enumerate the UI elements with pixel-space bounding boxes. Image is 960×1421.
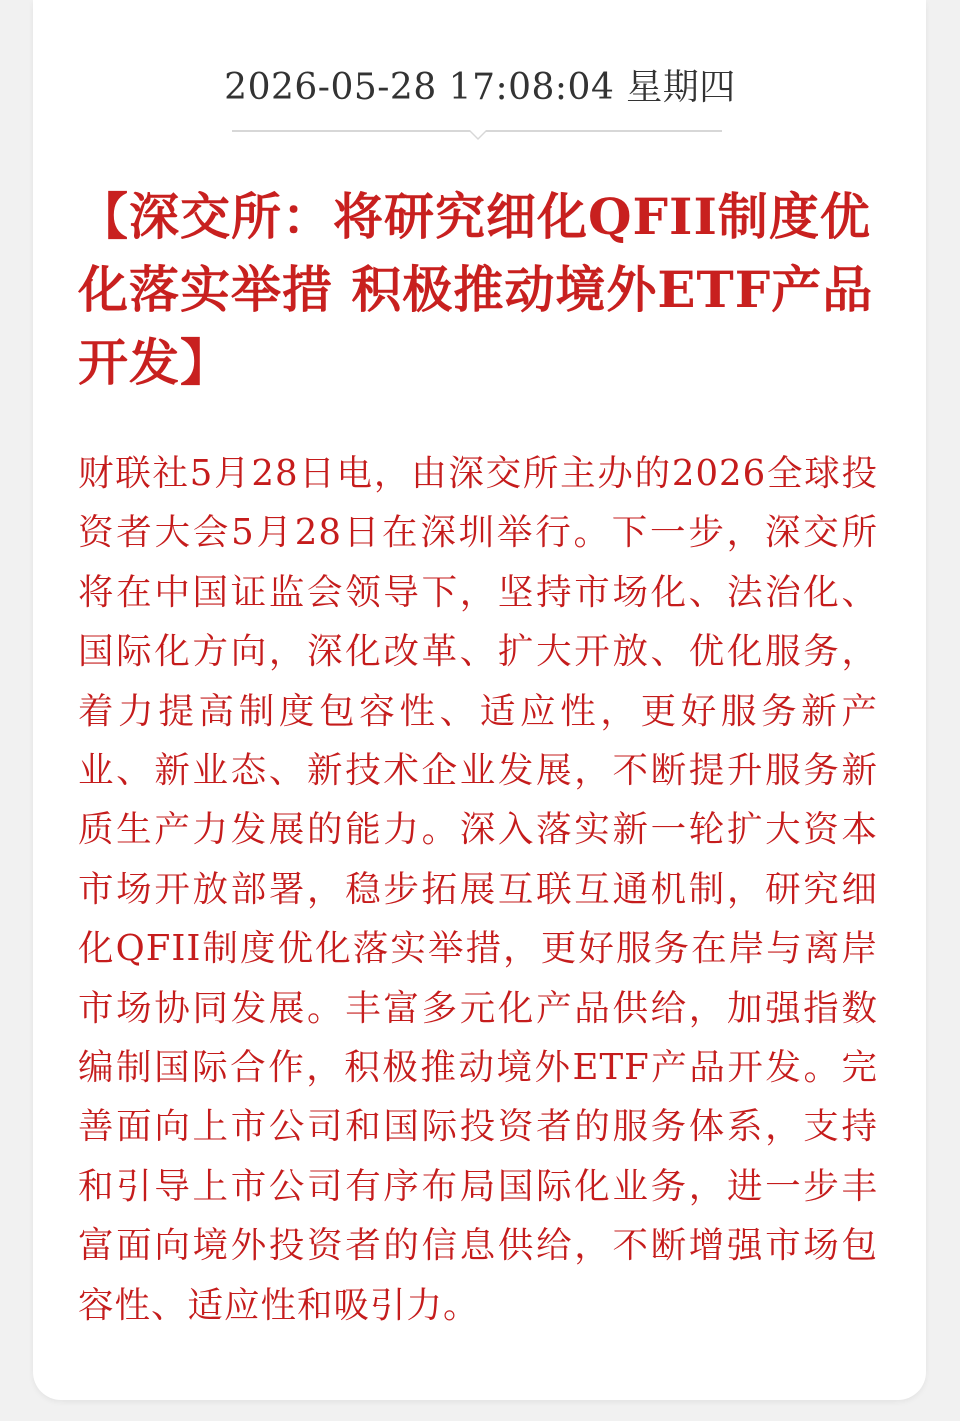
header-divider <box>232 128 722 144</box>
post-datetime: 2026-05-28 17:08:04 星期四 <box>224 67 736 108</box>
divider-notch-inner <box>470 130 486 138</box>
article-body: 财联社5月28日电，由深交所主办的2026全球投资者大会5月28日在深圳举行。下一步，深交所将在中国证监会领导下，坚持市场化、法治化、国际化方向，深化改革、扩大开放、优化服务，着力提高制度包容性、适应性，更好服务新产业、新业态、新技术企业发展，不断提升服务新质生产力发展的能力。深入落实新一轮扩大资本市场开放部署，稳步拓展互联互通机制，研究细化QFII制度优化落实举措，更好服务在岸与离岸市场协同发展。丰富多元化产品供给，加强指数编制国际合作，积极推动境外ETF产品开发。完善面向上市公司和国际投资者的服务体系，支持和引导上市公司有序布局国际化业务，进一步丰富面向境外投资者的信息供给，不断增强市场包容性、适应性和吸引力。 <box>78 453 878 1326</box>
article-headline: 【深交所：将研究细化QFII制度优化落实举措 积极推动境外ETF产品开发】 <box>78 187 874 392</box>
